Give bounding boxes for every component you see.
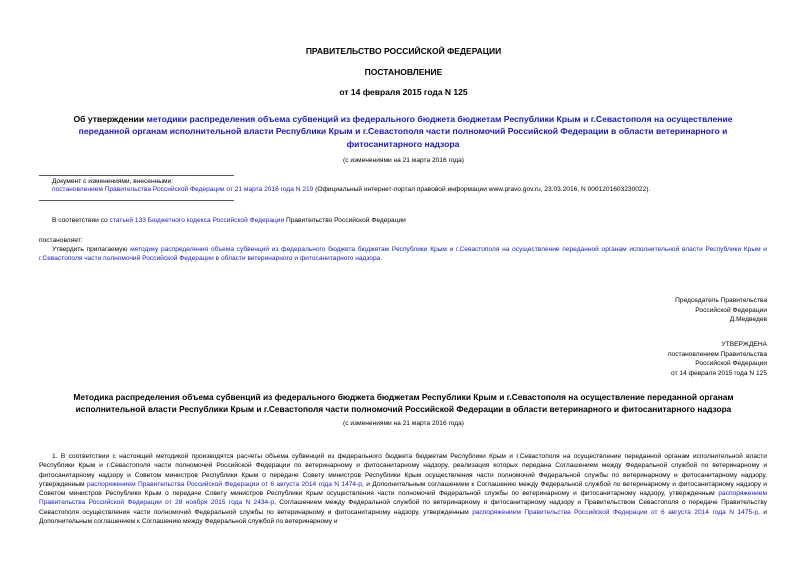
amendment-note: (с изменениями на 21 марта 2016 года) bbox=[343, 157, 464, 164]
document-type: ПОСТАНОВЛЕНИЕ bbox=[364, 67, 443, 77]
approve-suffix: . bbox=[380, 254, 383, 262]
decree-1475-link[interactable]: распоряжением Правительства Российской Федерации от 6 августа 2014 года N 1475-р bbox=[472, 508, 758, 516]
changes-divider-bottom bbox=[39, 200, 234, 201]
preamble bbox=[52, 217, 406, 226]
document-title bbox=[58, 113, 748, 150]
approved-label: УТВЕРЖДЕНА bbox=[721, 341, 767, 348]
preamble-suffix: Правительство Российской Федерации bbox=[284, 217, 406, 224]
document-date-number: от 14 февраля 2015 года N 125 bbox=[339, 87, 468, 97]
changes-source: (Официальный интернет-портал правовой информации www.pravo.gov.ru, 23.03.2016, N 0001201603230022). bbox=[313, 186, 651, 193]
approved-block bbox=[668, 341, 767, 379]
approve-paragraph bbox=[39, 246, 767, 263]
changes-intro: Документ с изменениями, внесенными: bbox=[52, 178, 174, 185]
signature-block bbox=[675, 297, 767, 325]
budget-code-link[interactable]: статьей 133 Бюджетного кодекса Российской Федерации bbox=[109, 217, 285, 224]
methodology-title: Методика распределения объема субвенций из федерального бюджета бюджетам Республики Крым и г.Севастополя на осуществление переданной органам исполнительной власти Республики Крым и г.Севастополя части полномочий Российской Федерации в области ветеринарного и фитосанитарного надзора bbox=[73, 392, 734, 415]
preamble-prefix: В соответствии со bbox=[52, 217, 110, 224]
approved-by: постановлением Правительства bbox=[667, 350, 767, 358]
decree-2434-link[interactable]: распоряжением Правительства Российской Федерации от 28 ноября 2015 года N 2434-р bbox=[39, 490, 767, 507]
methodology-amendment-note: (с изменениями на 21 марта 2016 года) bbox=[343, 420, 464, 427]
approve-prefix: Утвердить прилагаемую bbox=[52, 246, 131, 253]
changes-resolution-link[interactable]: постановлением Правительства Российской Федерации от 21 марта 2016 года N 219 bbox=[52, 186, 314, 193]
title-prefix: Об утверждении bbox=[73, 114, 147, 124]
signature-position: Председатель Правительства bbox=[675, 297, 767, 304]
changes-reference bbox=[52, 186, 772, 195]
clause-1 bbox=[39, 452, 767, 526]
clause-1-text-3: , Соглашением между Федеральной службой по ветеринарному и фитосанитарному надзору и Правительством Севастополя о передаче Правительству Севастополя осуществления части полномочий Федеральной службы по ветеринарному и фитосанитарному надзору, утвержденным bbox=[39, 499, 767, 516]
decree-1474-link[interactable]: распоряжением Правительства Российской Федерации от 6 августа 2014 года N 1474-р bbox=[86, 480, 362, 488]
clause-1-text-2: , и Дополнительным соглашением к Соглашению между Федеральной службой по ветеринарному и фитосанитарному надзору и Советом министров Республики Крым о передаче Совету министров Республики Крым осуществления части полномочий Федеральной службы по ветеринарному и фитосанитарному надзору, утвержденным bbox=[39, 480, 767, 498]
clause-1-text-1: 1. В соответствии с настоящей методикой производятся расчеты объема субвенций из федерального бюджета бюджетам Республики Крым и г.Севастополя на осуществление переданной органам исполнительной власти Республики Крым и г.Севастополя части полномочий Российской Федерации по ветеринарному и фитосанитарному надзору, реализация которых передана Соглашением между Федеральной службой по ветеринарному и фитосанитарному надзору и Советом министров Республики Крым о передаче Совету министров Республики Крым осуществления части полномочий Федеральной службы по ветеринарному и фитосанитарному надзору, утвержденным bbox=[39, 453, 767, 488]
signature-country: Российской Федерации bbox=[695, 306, 767, 314]
signature-name: Д.Медведев bbox=[729, 316, 767, 324]
approve-methodology-link[interactable]: методику распределения объема субвенций из федерального бюджета бюджетам Республики Крым и г.Севастополя на осуществление переданной органам исполнительной власти Республики Крым и г.Севастополя части полномочий Российской Федерации в области ветеринарного и фитосанитарного надзора bbox=[39, 246, 767, 262]
title-methodology-link[interactable]: методики распределения объема субвенций из федерального бюджета бюджетам Республики Крым и г.Севастополя на осуществление переданной органам исполнительной власти Республики Крым и г.Севастополя части полномочий Российской Федерации в области ветеринарного и фитосанитарного надзора bbox=[78, 114, 733, 149]
changes-divider-top bbox=[39, 175, 234, 176]
approved-country: Российской Федерации bbox=[695, 360, 767, 368]
approved-date: от 14 февраля 2015 года N 125 bbox=[671, 370, 767, 378]
clause-1-text-4: , и Дополнительным соглашением к Соглашению между Федеральной службой по ветеринарному и bbox=[39, 508, 767, 526]
government-name: ПРАВИТЕЛЬСТВО РОССИЙСКОЙ ФЕДЕРАЦИИ bbox=[305, 46, 502, 56]
resolves-label: постановляет: bbox=[39, 237, 83, 244]
